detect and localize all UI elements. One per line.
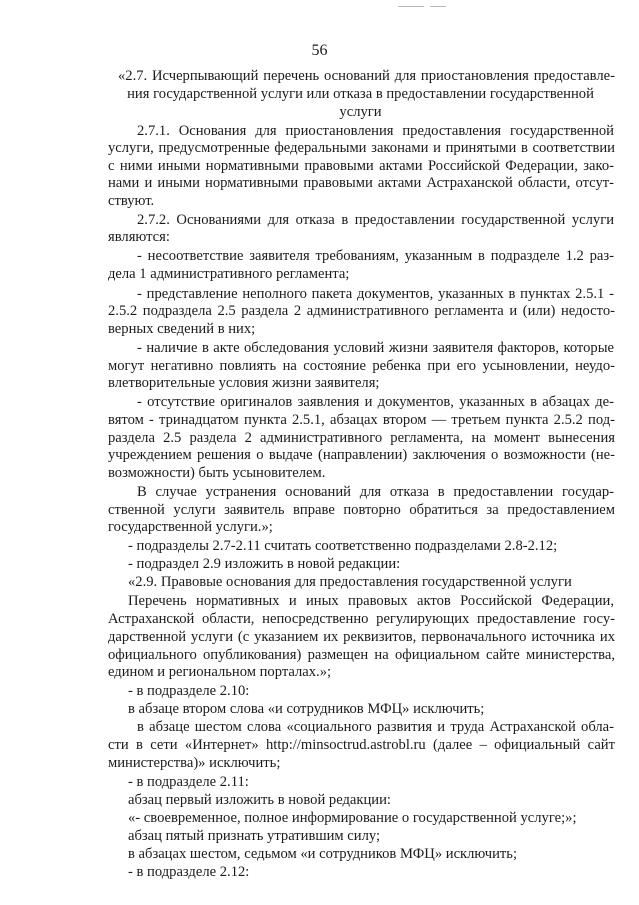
list-item-line: влетворительные условия жизни заявителя; [108,375,380,391]
text-line: являются: [108,229,170,245]
text-line: - в подразделе 2.10: [128,683,250,699]
text-line: - в подразделе 2.11: [128,774,249,790]
text-line: «2.9. Правовые основания для предоставления государственной услуги [128,574,572,590]
list-item-line: - наличие в акте обследования условий жизни заявителя факторов, которые [137,340,614,356]
text-line: Астраханской области, непосредственно регулирующих предоставление госу- [108,611,615,627]
list-item-line: возможности) быть усыновителем. [108,465,326,481]
list-item-line: могут негативно повлиять на состояние ребенка при его усыновлении, неудо- [108,358,615,374]
text-line: в абзаце втором слова «и сотрудников МФЦ» исключить; [128,701,485,717]
heading-line: ния государственной услуги или отказа в предоставлении государственной [127,86,594,102]
list-item-line: 2.5.2 подраздела 2.5 раздела 2 административного регламента и (или) недосто- [108,303,615,319]
text-line: абзац первый изложить в новой редакции: [128,792,391,808]
list-item-line: дела 1 административного регламента; [108,266,350,282]
text-line: сти в сети «Интернет» http://minsoctrud.astrobl.ru (далее – официальный сайт [108,737,615,753]
text-line: государственной услуги.»; [108,519,273,535]
text-line: едином и региональном порталах.»; [108,664,332,680]
list-item-line: учреждением решения о выдаче (направлении) заключения о возможности (не- [108,447,615,463]
text-line: Перечень нормативных и иных правовых актов Российской Федерации, [128,593,614,609]
heading-line: «2.7. Исчерпывающий перечень оснований для приостановления предоставле- [118,68,615,84]
text-line: ственной услуги заявитель вправе повторно обратиться за предоставлением [108,502,615,518]
text-line: дарственной услуги (с указанием их реквизитов, первоначального источника их [108,629,615,645]
page-number: 56 [311,42,328,59]
text-line: министерства)» исключить; [108,755,281,771]
text-line: с ними иными нормативными правовыми актами Российской Федерации, зако- [108,158,614,174]
heading-line: услуги [339,104,382,120]
text-line: в абзаце шестом слова «социального развития и труда Астраханской обла- [137,719,614,735]
scan-artifact-line [398,6,424,7]
text-line: «- своевременное, полное информирование о государственной услуге;»; [128,810,577,826]
text-line: нами и иными нормативными правовыми актами Астраханской области, отсут- [108,175,614,191]
list-item-line: раздела 2.5 раздела 2 административного регламента, на момент вынесения [108,430,615,446]
list-item-line: верных сведений в них; [108,321,256,337]
text-line: - в подразделе 2.12: [128,864,250,880]
list-item-line: - представление неполного пакета документов, указанных в пунктах 2.5.1 - [137,286,614,302]
text-line: в абзацах шестом, седьмом «и сотрудников МФЦ» исключить; [128,846,518,862]
text-line: ствуют. [108,193,155,209]
list-item-line: - отсутствие оригиналов заявления и документов, указанных в абзацах де- [137,394,614,410]
text-line: 2.7.2. Основаниями для отказа в предоставлении государственной услуги [137,212,614,228]
text-line: - подраздел 2.9 изложить в новой редакции: [128,556,401,572]
text-line: услуги, предусмотренные федеральными законами и принятыми в соответствии [108,140,615,156]
text-line: 2.7.1. Основания для приостановления предоставления государственной [137,123,614,139]
text-line: В случае устранения оснований для отказа в предоставлении государ- [137,484,614,500]
list-item-line: вятом - тринадцатом пункта 2.5.1, абзацах втором — третьем пункта 2.5.2 под- [108,412,615,428]
scan-artifact-line [430,6,446,7]
text-line: официального опубликования) размещен на официальном сайте министерства, [108,647,615,663]
text-line: абзац пятый признать утратившим силу; [128,828,381,844]
text-line: - подразделы 2.7-2.11 считать соответственно подразделами 2.8-2.12; [128,538,558,554]
list-item-line: - несоответствие заявителя требованиям, указанным в подразделе 1.2 раз- [137,248,614,264]
